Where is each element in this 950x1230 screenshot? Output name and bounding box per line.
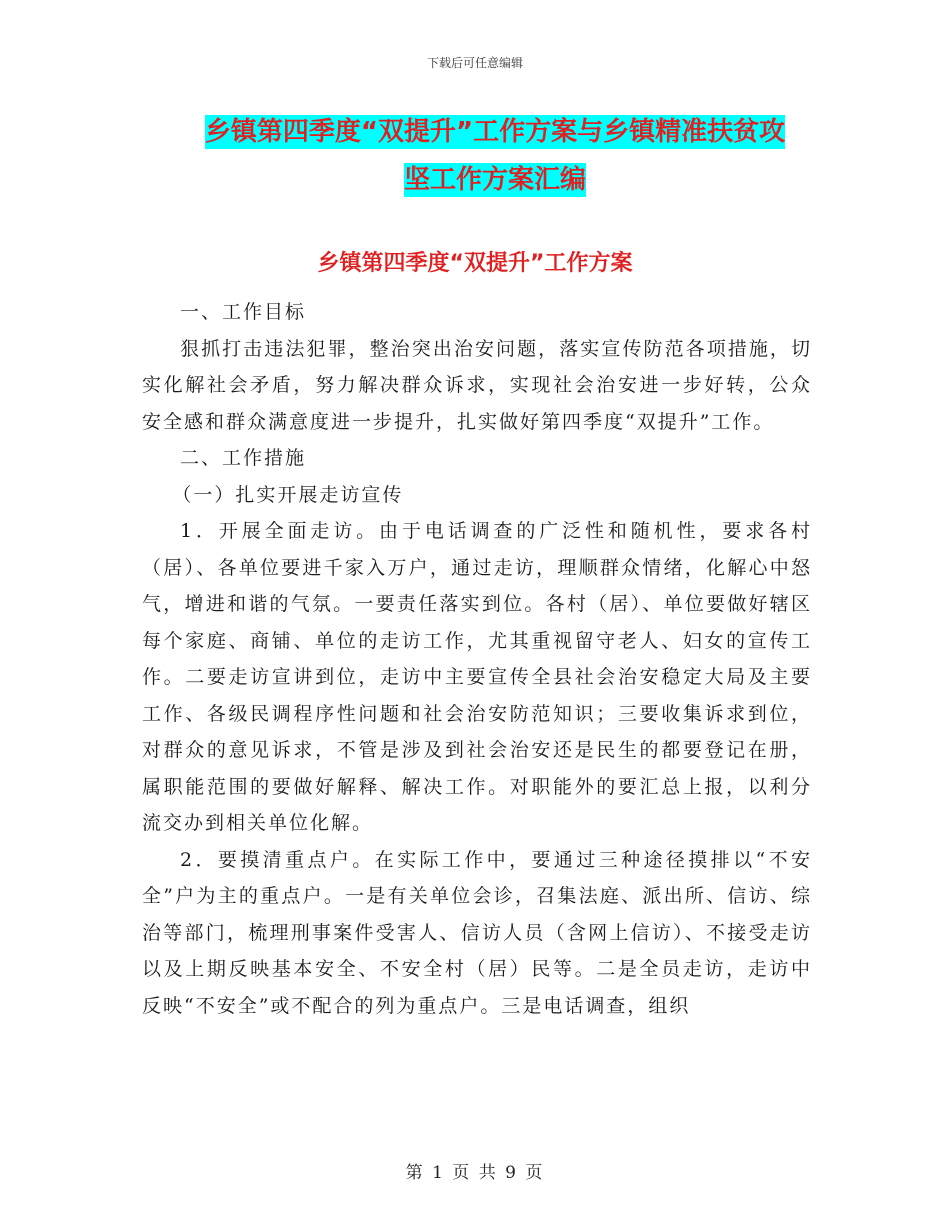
- paragraph-item-1: 1．开展全面走访。由于电话调查的广泛性和随机性，要求各村（居）、各单位要进千家入万户，通过走访，理顺群众情绪，化解心中怒气，增进和谐的气氛。一要责任落实到位。各村（居）、单位要做好辖区每个家庭、商铺、单位的走访工作，尤其重视留守老人、妇女的宣传工作。二要走访宣讲到位，走访中主要宣传全县社会治安稳定大局及主要工作、各级民调程序性问题和社会治安防范知识；三要收集诉求到位，对群众的意见诉求，不管是涉及到社会治安还是民生的都要登记在册，属职能范围的要做好解释、解决工作。对职能外的要汇总上报，以利分流交办到相关单位化解。: [142, 520, 812, 834]
- page-number-footer: 第 1 页 共 9 页: [405, 1163, 545, 1183]
- paragraph-work-goals: 狠抓打击违法犯罪，整治突出治安问题，落实宣传防范各项措施，切实化解社会矛盾，努力解决群众诉求，实现社会治安进一步好转，公众安全感和群众满意度进一步提升，扎实做好第四季度“双提升”工作。: [142, 337, 812, 433]
- subheading-visits: （一）扎实开展走访宣传: [172, 483, 404, 506]
- document-title: [150, 108, 840, 204]
- paragraph-item-2: 2．要摸清重点户。在实际工作中，要通过三种途径摸排以“不安全”户为主的重点户。一是有关单位会诊，召集法庭、派出所、信访、综治等部门，梳理刑事案件受害人、信访人员（含网上信访）、不接受走访以及上期反映基本安全、不安全村（居）民等。二是全员走访，走访中反映“不安全”或不配合的列为重点户。三是电话调查，组织: [142, 848, 812, 1017]
- header-note: 下载后可任意编辑: [426, 56, 523, 70]
- document-title-line-2: 坚工作方案汇编: [403, 165, 586, 195]
- heading-work-goals: 一、工作目标: [180, 301, 307, 323]
- document-body: [142, 294, 812, 1024]
- section-title: 乡镇第四季度“双提升”工作方案: [317, 251, 633, 276]
- heading-work-measures: 二、工作措施: [180, 447, 307, 469]
- document-title-line-1: 乡镇第四季度“双提升”工作方案与乡镇精准扶贫攻: [204, 117, 786, 147]
